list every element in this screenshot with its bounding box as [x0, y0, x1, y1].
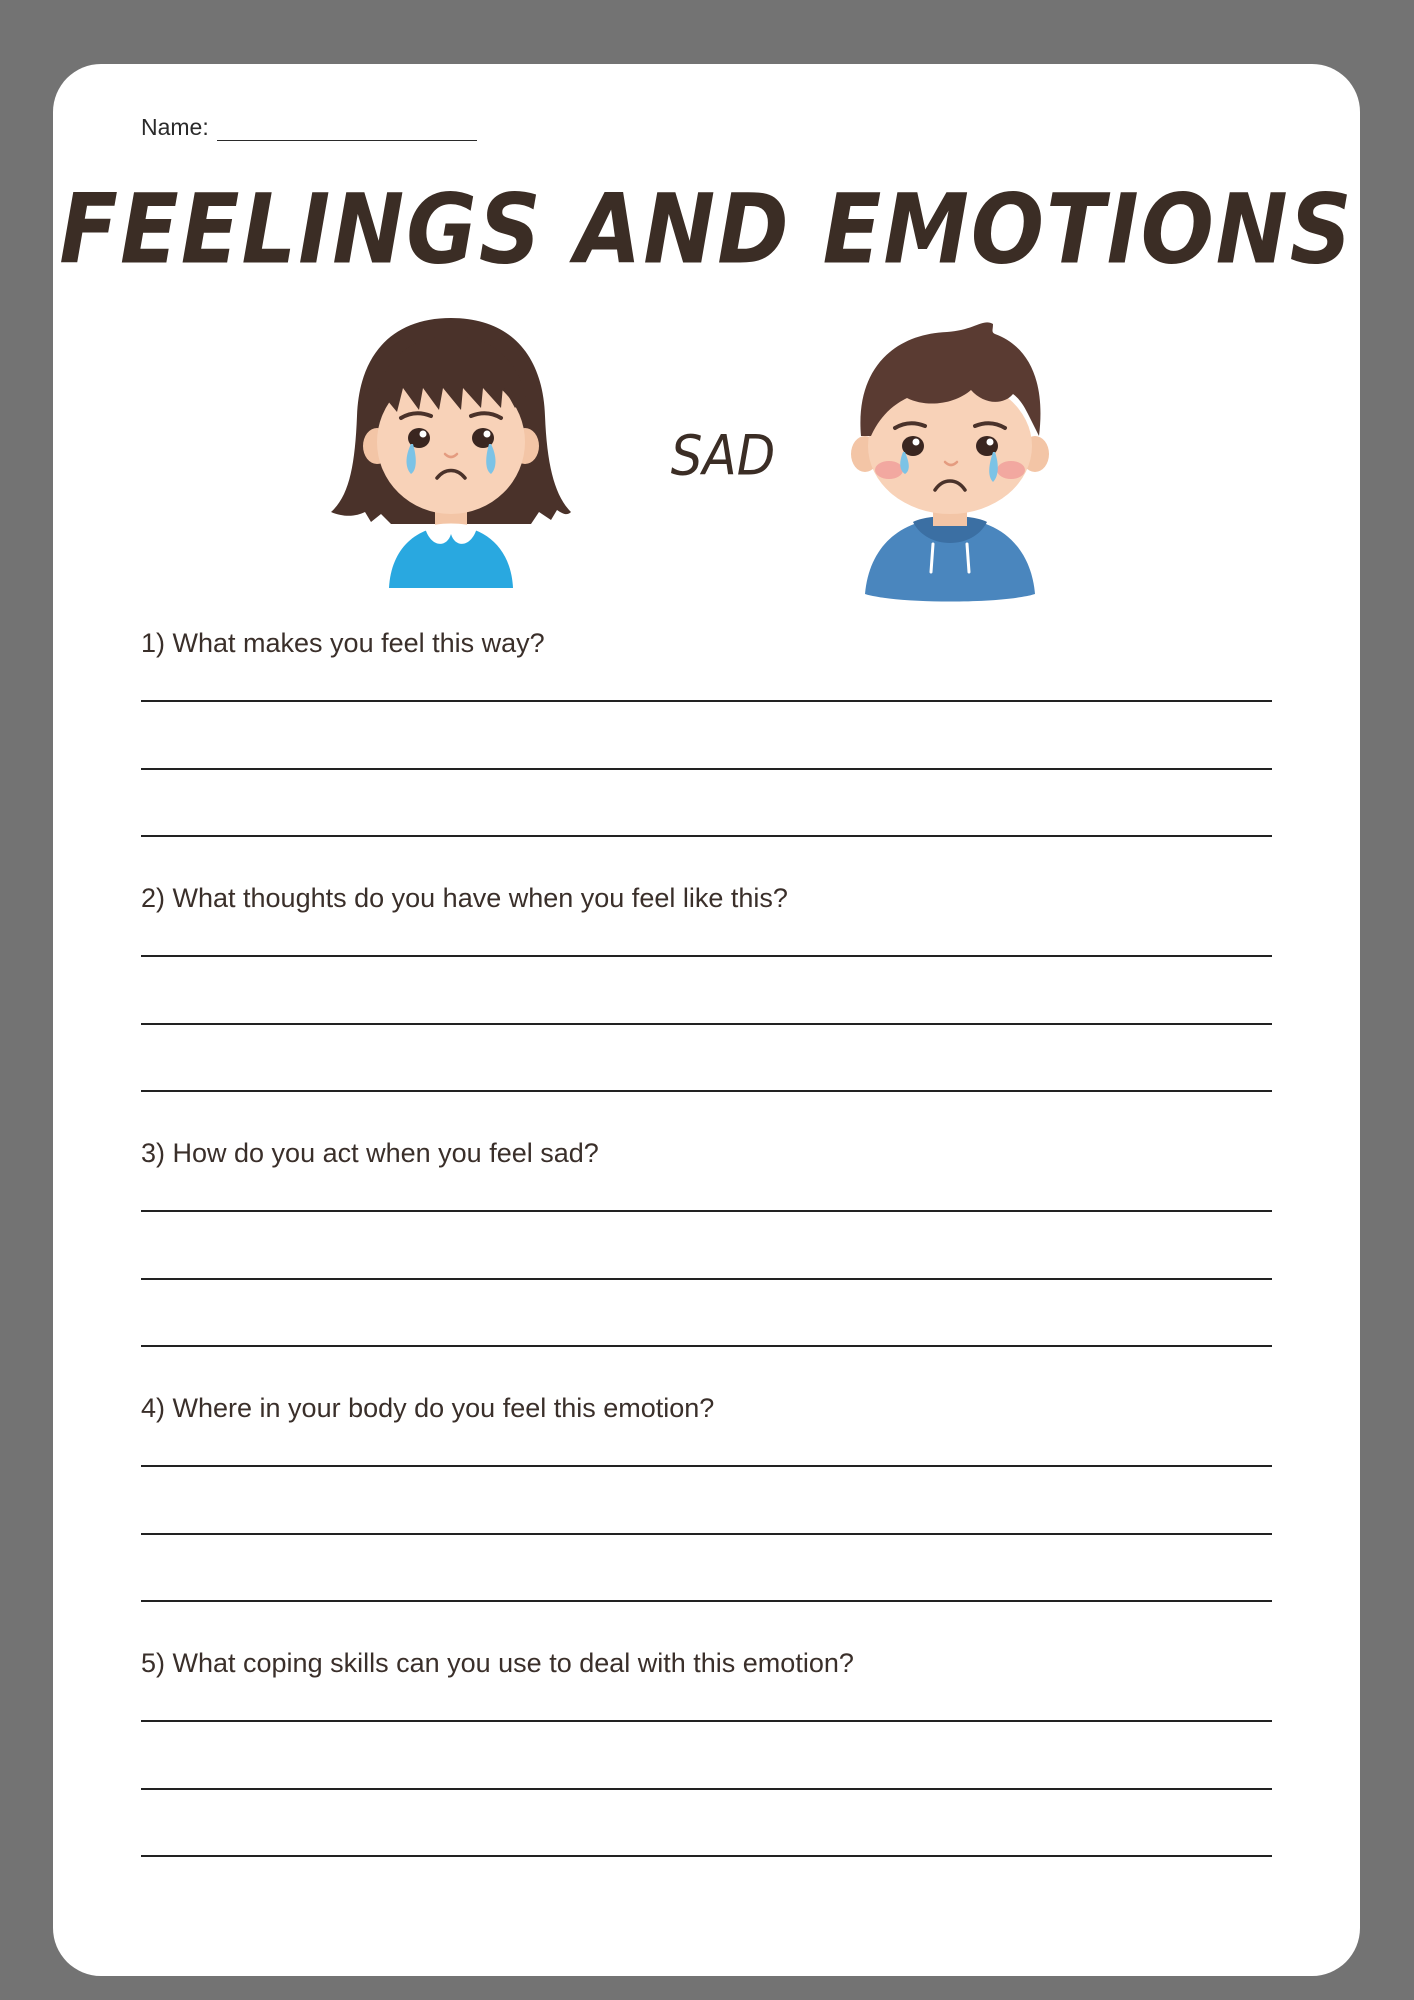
question-block — [141, 1387, 1272, 1642]
name-label: Name: — [141, 114, 209, 140]
question-list — [141, 622, 1272, 1897]
sad-boy-icon — [843, 318, 1057, 602]
answer-line[interactable] — [141, 1090, 1272, 1092]
emotion-label: SAD — [670, 424, 776, 488]
answer-line[interactable] — [141, 1345, 1272, 1347]
answer-line[interactable] — [141, 1465, 1272, 1467]
sad-girl-icon — [331, 316, 571, 588]
answer-line[interactable] — [141, 1788, 1272, 1790]
name-field — [141, 114, 477, 141]
answer-line[interactable] — [141, 955, 1272, 957]
answer-line[interactable] — [141, 1533, 1272, 1535]
question-block — [141, 622, 1272, 877]
question-text: 1) What makes you feel this way? — [141, 628, 545, 658]
answer-line[interactable] — [141, 835, 1272, 837]
question-block — [141, 877, 1272, 1132]
answer-line[interactable] — [141, 1720, 1272, 1722]
answer-line[interactable] — [141, 1023, 1272, 1025]
answer-line[interactable] — [141, 1278, 1272, 1280]
question-block — [141, 1642, 1272, 1897]
name-blank[interactable] — [217, 114, 477, 141]
answer-line[interactable] — [141, 700, 1272, 702]
question-text: 2) What thoughts do you have when you feel like this? — [141, 883, 788, 913]
question-text: 3) How do you act when you feel sad? — [141, 1138, 599, 1168]
answer-line[interactable] — [141, 1600, 1272, 1602]
worksheet-title: FEELINGS AND EMOTIONS — [59, 174, 1354, 286]
answer-line[interactable] — [141, 768, 1272, 770]
worksheet-page — [53, 64, 1360, 1976]
question-block — [141, 1132, 1272, 1387]
question-text: 5) What coping skills can you use to deal with this emotion? — [141, 1648, 854, 1678]
answer-line[interactable] — [141, 1210, 1272, 1212]
question-text: 4) Where in your body do you feel this emotion? — [141, 1393, 715, 1423]
answer-line[interactable] — [141, 1855, 1272, 1857]
